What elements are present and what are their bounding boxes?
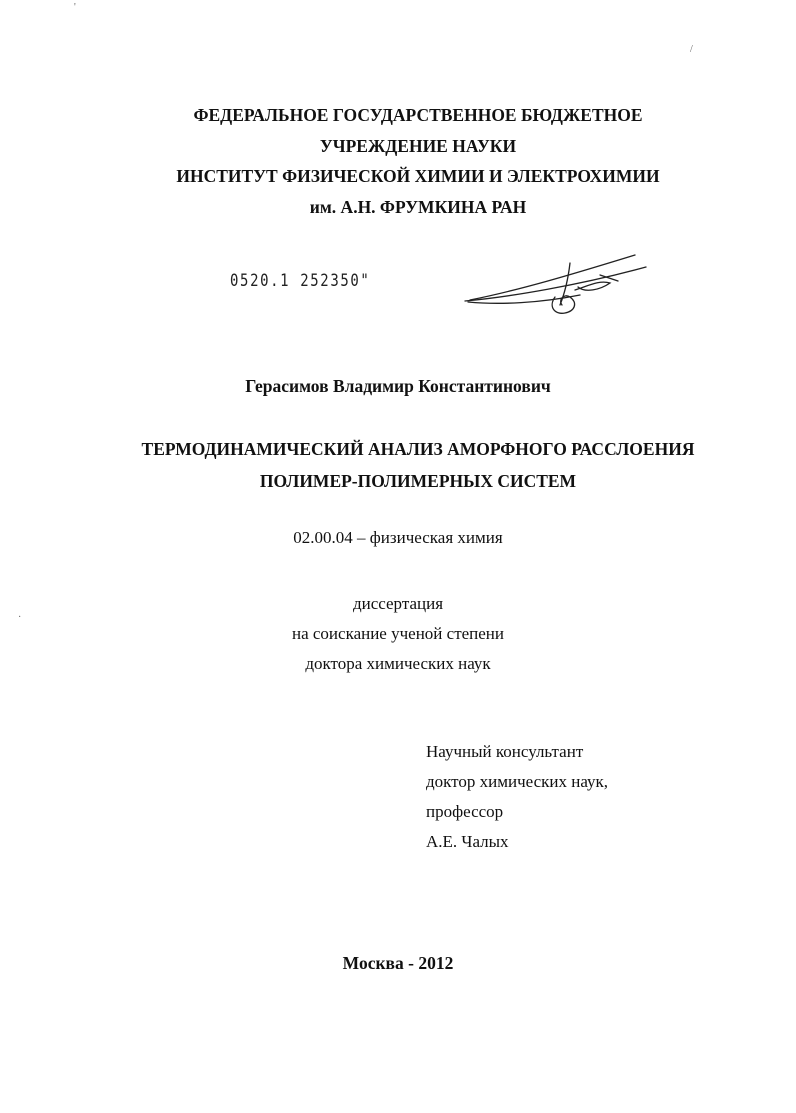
- author-name: Герасимов Владимир Константинович: [245, 376, 551, 396]
- scan-speck: ': [74, 2, 76, 13]
- title-line: ТЕРМОДИНАМИЧЕСКИЙ АНАЛИЗ АМОРФНОГО РАССЛОЕНИЯ: [141, 439, 695, 459]
- scan-speck: ·: [18, 612, 22, 623]
- degree-line: доктора химических наук: [305, 654, 491, 673]
- degree-line: на соискание ученой степени: [291, 624, 505, 643]
- stamp-number: 0520.1 252350: [230, 271, 361, 291]
- dissertation-title: [0, 433, 796, 497]
- registration-stamp: [230, 271, 370, 291]
- header-line: ФЕДЕРАЛЬНОЕ ГОСУДАРСТВЕННОЕ БЮДЖЕТНОЕ: [193, 105, 643, 125]
- city-year: Москва - 2012: [342, 953, 454, 973]
- advisor-line: профессор: [426, 802, 504, 821]
- advisor-line: А.Е. Чалых: [426, 832, 509, 851]
- title-line: ПОЛИМЕР-ПОЛИМЕРНЫХ СИСТЕМ: [259, 471, 577, 491]
- signature-stroke: [470, 255, 635, 300]
- degree-statement: [0, 589, 796, 679]
- advisor-line: доктор химических наук,: [426, 772, 609, 791]
- institution-header: [0, 100, 796, 222]
- scan-speck: /: [690, 44, 693, 55]
- handwritten-signature: [460, 245, 660, 325]
- specialty-code: 02.00.04 – физическая химия: [293, 528, 503, 547]
- advisor-line: Научный консультант: [426, 742, 584, 761]
- header-line: УЧРЕЖДЕНИЕ НАУКИ: [319, 135, 517, 156]
- header-line: им. А.Н. ФРУМКИНА РАН: [309, 196, 527, 217]
- stamp-quote-mark: ": [360, 271, 371, 291]
- scientific-advisor: [426, 737, 608, 857]
- degree-line: диссертация: [352, 594, 444, 613]
- header-line: ИНСТИТУТ ФИЗИЧЕСКОЙ ХИМИИ И ЭЛЕКТРОХИМИИ: [176, 166, 660, 186]
